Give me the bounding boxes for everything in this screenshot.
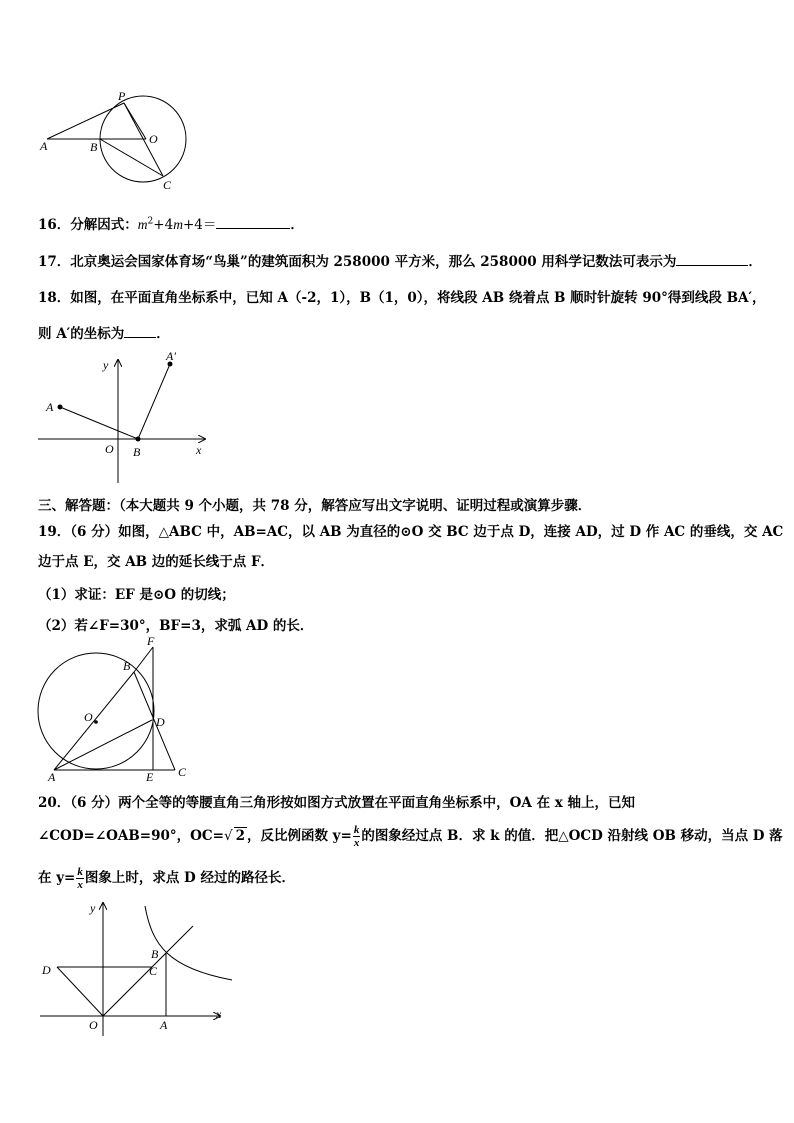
q20-frac2-den: x [77,879,83,891]
q18-line2-text: 则 A′的坐标为 [38,326,125,342]
question-18-line1: 18．如图，在平面直角坐标系中，已知 A（-2，1），B（1，0），将线段 AB 绕着点 B 顺时针旋转 90°得到线段 BA′， [38,290,766,306]
q16-suffix: ． [290,217,304,233]
fig20-label-x: x [216,1007,222,1021]
fig19-label-B: B [123,659,131,673]
q16-exp: 2 [147,216,154,227]
fig20-label-B: B [151,947,159,961]
fig15-label-A: A [40,139,48,153]
fig15-label-C: C [163,178,172,192]
question-19-part1: （1）求证：EF 是⊙O 的切线； [38,587,235,603]
question-19-line1: 19．（6 分）如图，△ABC 中，AB=AC，以 AB 为直径的⊙O 交 BC 边于点 D，连接 AD，过 D 作 AC 的垂线，交 AC [38,524,784,540]
fig20-label-C: C [149,964,158,978]
fig20-label-y: y [90,901,96,915]
fig19-label-A: A [48,770,56,784]
fig19-label-C: C [178,765,187,779]
q17-text: 17．北京奥运会国家体育场“鸟巢”的建筑面积为 258000 平方米，那么 258000 用科学记数法可表示为 [38,254,677,270]
q20-frac-num: k [353,824,360,836]
q16-plus: +4 [153,217,174,233]
fig15-label-B: B [90,140,98,154]
fig18-label-A: A [46,400,54,414]
question-20-line1: 20．（6 分）两个全等的等腰直角三角形按如图方式放置在平面直角坐标系中，OA 在 x 轴上，已知 [38,795,636,811]
fig18-label-A-prime: A′ [166,349,176,363]
q20-line2-b: ，反比例函数 y= [246,828,352,844]
fig18-label-y: y [103,358,109,372]
q20-frac-den: x [353,837,360,849]
fig20-line-OD [57,967,103,1016]
q16-m2: m [173,217,183,232]
q18-suffix: ． [156,326,170,342]
question-19-part2: （2）若∠F=30°，BF=3，求弧 AD 的长． [38,618,314,634]
question-20-line2: ∠COD=∠OAB=90°，OC=√ 2 ，反比例函数 y= $\frac{k}{x}$ 的图象经过点 B．求 k 的值．把△OCD 沿射线 OB 移动，当点 D 落 [38,824,783,849]
q17-suffix: ． [748,254,762,270]
fig18-label-x: x [196,443,202,457]
fig20-hyperbola [145,906,232,980]
question-19-line2: 边于点 E，交 AB 边的延长线于点 F． [38,554,275,570]
fig19-label-O: O [84,710,93,724]
fig20-label-D: D [42,963,51,977]
q20-line2-c: 的图象经过点 B．求 k 的值．把△OCD 沿射线 OB 移动，当点 D 落 [361,828,783,844]
q20-frac2-num: k [77,866,83,878]
fig15-label-P: P [118,89,126,103]
section-3-heading: 三、解答题：（本大题共 9 个小题，共 78 分，解答应写出文字说明、证明过程或演算步骤． [38,498,592,514]
fig20-line-OB [103,926,193,1016]
q16-m: m [137,217,148,232]
q20-line3-a: 在 y= [38,870,76,886]
q20-sqrt-value: 2 [235,828,245,844]
fig19-label-F: F [147,634,155,648]
fig18-label-B: B [133,445,141,459]
fig20-label-A: A [160,1018,168,1032]
q20-line3-b: 图象上时，求点 D 经过的路径长． [84,870,295,886]
fig19-label-D: D [156,715,165,729]
q16-tail: +4＝ [182,217,217,233]
fig15-label-O: O [149,132,158,146]
fig19-label-E: E [146,770,154,784]
q20-line2-a: ∠COD=∠OAB=90°，OC= [38,828,224,844]
fig20-label-O: O [89,1018,98,1032]
q16-prefix: 16．分解因式： [38,217,138,233]
fig18-label-O: O [105,442,114,456]
